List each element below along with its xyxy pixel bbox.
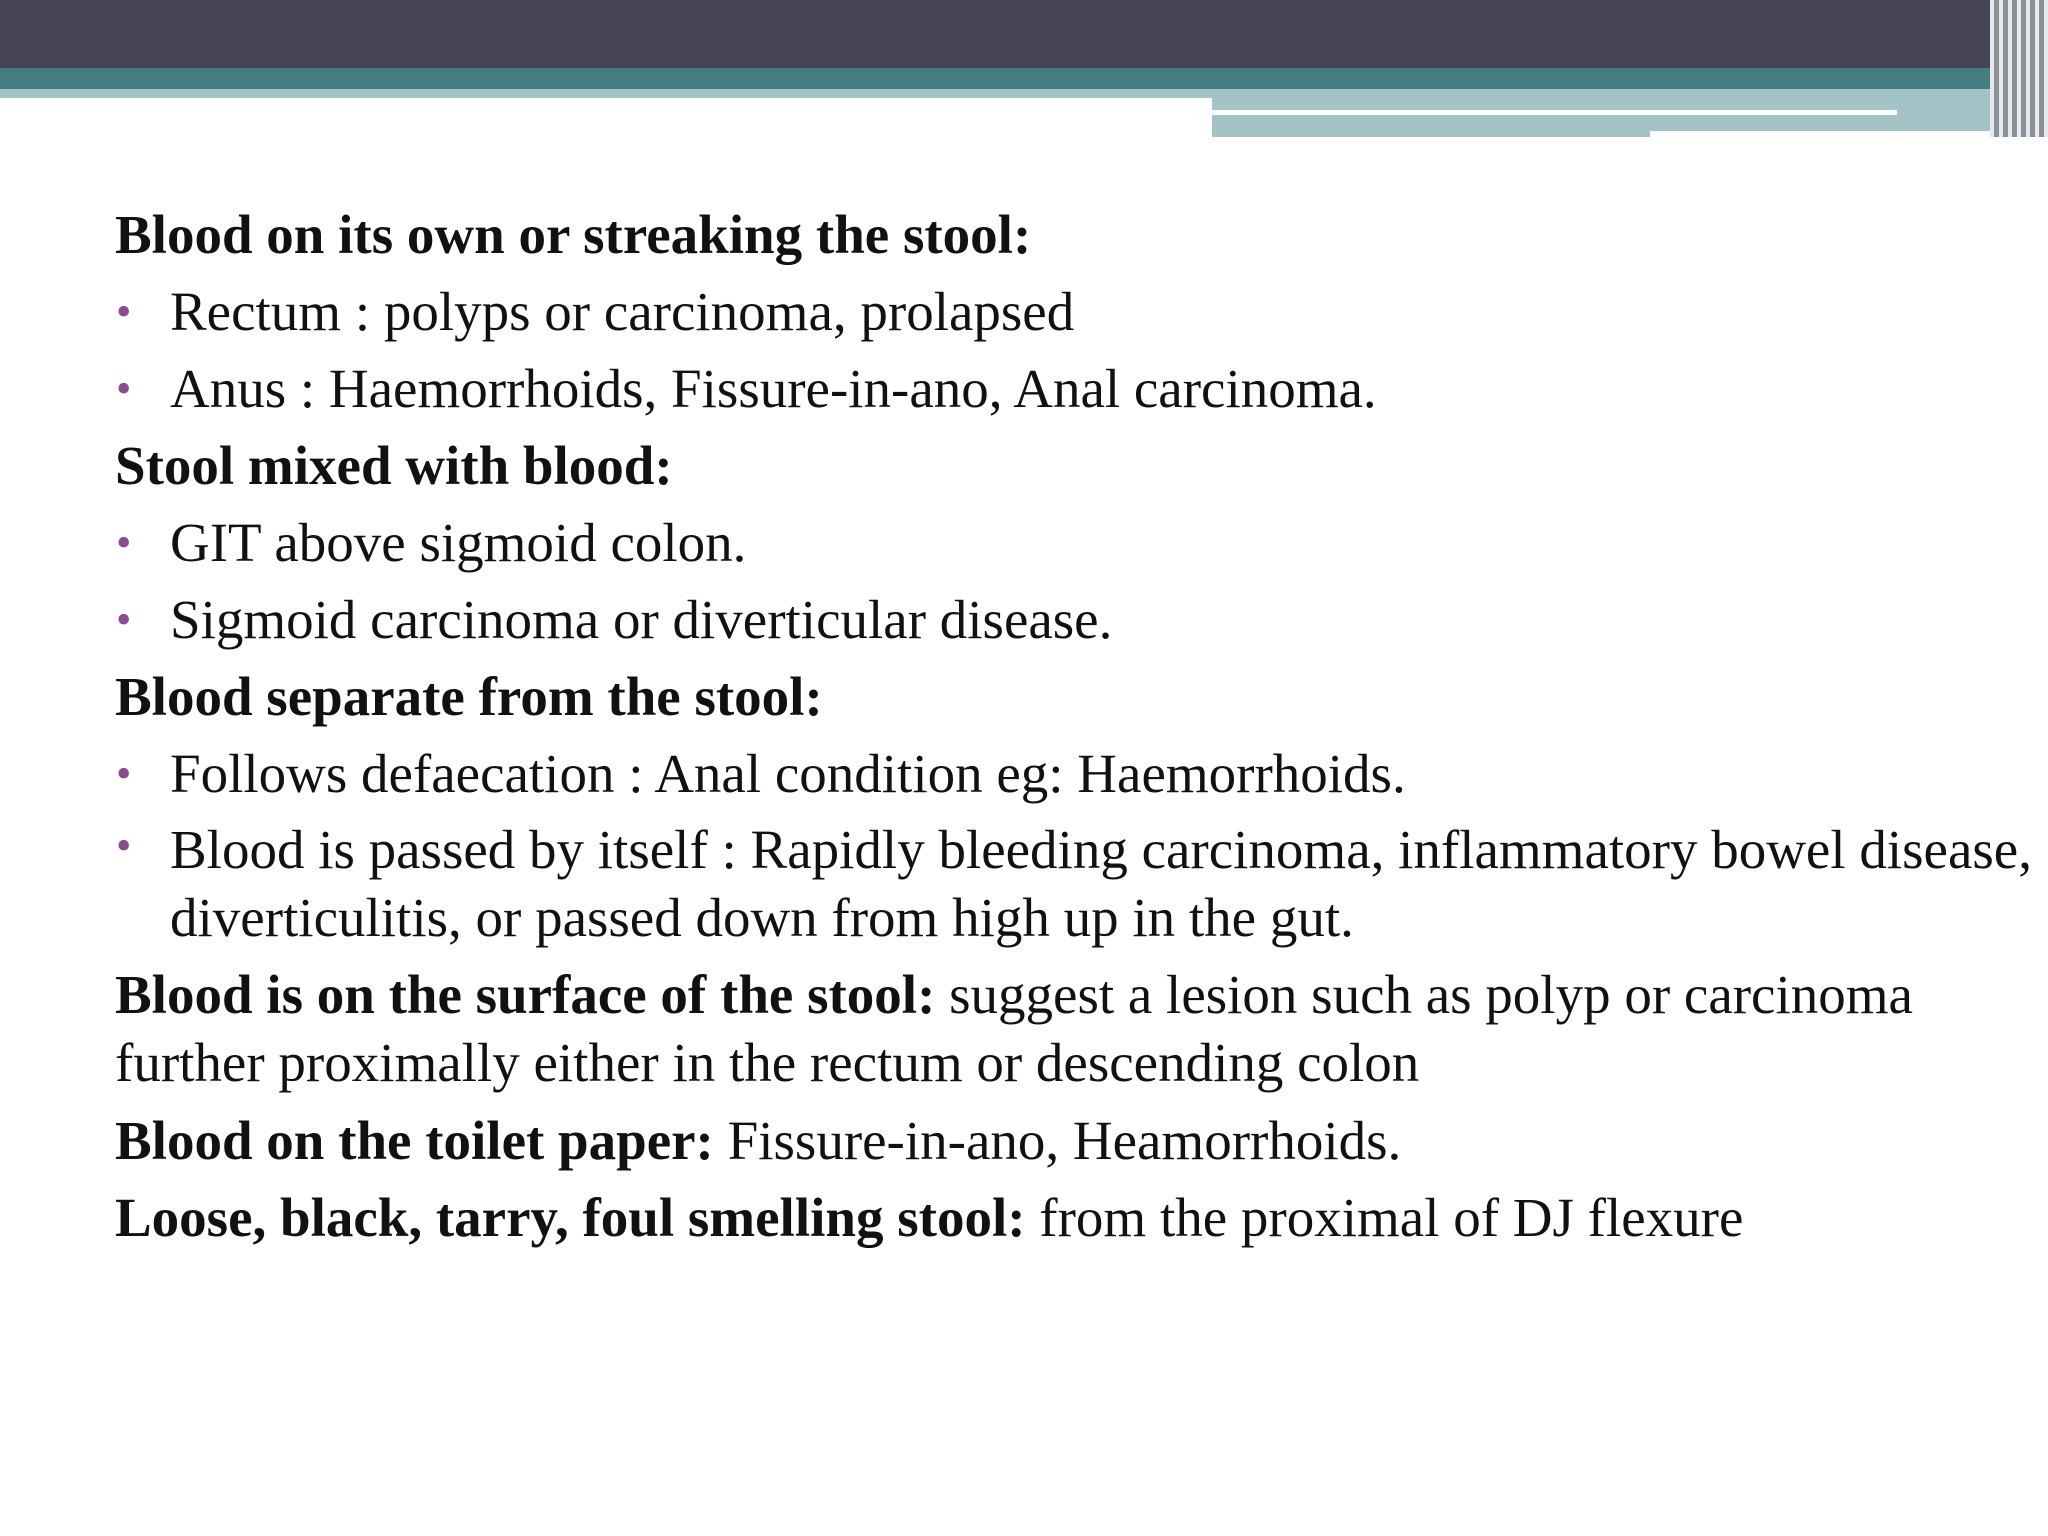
paragraph-text: suggest a lesion such as polyp or carcinoma further proximally either in the rectum or descending colon — [115, 964, 1913, 1093]
bullet-text: Blood is passed by itself : Rapidly bleeding carcinoma, inflammatory bowel disease, diverticulitis, or passed down from high up in the gut. — [170, 819, 2032, 948]
paragraph-label: Blood is on the surface of the stool: — [115, 964, 936, 1025]
header-accent-line-short — [1650, 131, 2015, 137]
bullet-item — [115, 350, 2015, 427]
header-bar-dark — [0, 0, 2048, 68]
paragraph — [115, 957, 1995, 1102]
bullet-item — [115, 735, 2015, 812]
section-heading: Blood separate from the stool: — [115, 666, 823, 727]
bullet-item — [115, 812, 2040, 957]
bullet-item — [115, 273, 2015, 350]
section-heading: Blood on its own or streaking the stool: — [115, 204, 1032, 265]
paragraph-label: Loose, black, tarry, foul smelling stool: — [115, 1187, 1026, 1248]
header-stripes-decoration — [1990, 0, 2048, 137]
bullet-text: Sigmoid carcinoma or diverticular disease. — [170, 589, 1113, 650]
paragraph — [115, 1179, 2015, 1256]
bullet-item — [115, 581, 2015, 658]
bullet-text: Rectum : polyps or carcinoma, prolapsed — [170, 281, 1075, 342]
header-bar-light-left — [0, 89, 1212, 98]
bullet-icon: • — [116, 595, 132, 644]
bullet-icon: • — [116, 287, 132, 336]
bullet-icon: • — [116, 518, 132, 567]
bullet-item — [115, 504, 2015, 581]
paragraph-label: Blood on the toilet paper: — [115, 1110, 714, 1171]
header-bar-teal — [0, 68, 2048, 89]
bullet-text: Follows defaecation : Anal condition eg: Haemorrhoids. — [170, 743, 1406, 804]
bullet-icon: • — [116, 749, 132, 798]
paragraph — [115, 1102, 2015, 1179]
bullet-icon: • — [116, 821, 132, 870]
section-heading: Stool mixed with blood: — [115, 435, 673, 496]
paragraph-text: from the proximal of DJ flexure — [1025, 1187, 1744, 1248]
bullet-text: Anus : Haemorrhoids, Fissure-in-ano, Anal carcinoma. — [170, 358, 1377, 419]
paragraph-text: Fissure-in-ano, Heamorrhoids. — [713, 1110, 1402, 1171]
bullet-text: GIT above sigmoid colon. — [170, 512, 747, 573]
header-accent-line — [1212, 110, 1897, 115]
bullet-icon: • — [116, 364, 132, 413]
slide-body — [115, 196, 2032, 1256]
